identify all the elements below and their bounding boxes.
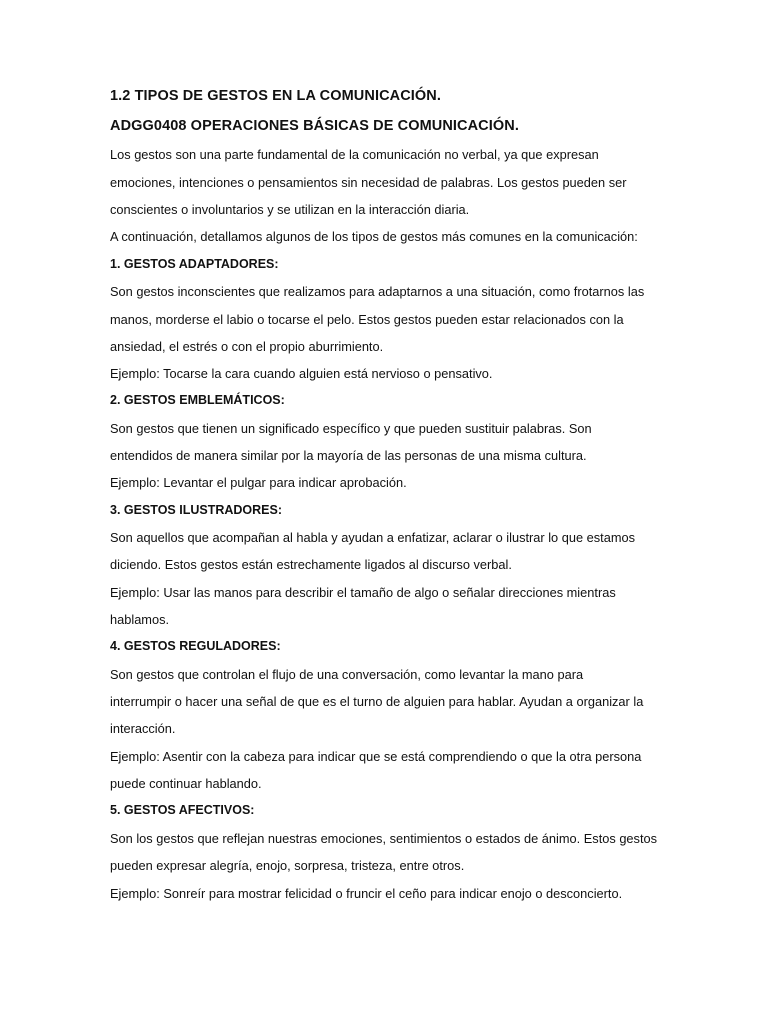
paragraph-line: diciendo. Estos gestos están estrechamente ligados al discurso verbal. <box>110 557 512 572</box>
paragraph-line: pueden expresar alegría, enojo, sorpresa, tristeza, entre otros. <box>110 858 465 873</box>
example-line: hablamos. <box>110 612 170 627</box>
section-heading: 4. GESTOS REGULADORES: <box>110 639 281 653</box>
example-line: Ejemplo: Asentir con la cabeza para indicar que se está comprendiendo o que la otra persona <box>110 749 642 764</box>
example-line: puede continuar hablando. <box>110 776 262 791</box>
example-line: Ejemplo: Tocarse la cara cuando alguien está nervioso o pensativo. <box>110 366 493 381</box>
paragraph-line: Son gestos que tienen un significado específico y que pueden sustituir palabras. Son <box>110 421 592 436</box>
paragraph-line: ansiedad, el estrés o con el propio aburrimiento. <box>110 339 384 354</box>
example-line: Ejemplo: Sonreír para mostrar felicidad o fruncir el ceño para indicar enojo o desconcierto. <box>110 886 623 901</box>
paragraph-line: manos, morderse el labio o tocarse el pelo. Estos gestos pueden estar relacionados con la <box>110 312 624 327</box>
intro-line: conscientes o involuntarios y se utilizan en la interacción diaria. <box>110 202 470 217</box>
document-title: 1.2 TIPOS DE GESTOS EN LA COMUNICACIÓN. <box>110 88 441 104</box>
intro-line: Los gestos son una parte fundamental de la comunicación no verbal, ya que expresan <box>110 147 599 162</box>
section-heading: 2. GESTOS EMBLEMÁTICOS: <box>110 393 285 407</box>
paragraph-line: interrumpir o hacer una señal de que es el turno de alguien para hablar. Ayudan a organizar la <box>110 694 644 709</box>
section-heading: 1. GESTOS ADAPTADORES: <box>110 257 279 271</box>
example-line: Ejemplo: Levantar el pulgar para indicar aprobación. <box>110 475 407 490</box>
paragraph-line: Son aquellos que acompañan al habla y ayudan a enfatizar, aclarar o ilustrar lo que estamos <box>110 530 636 545</box>
course-title: ADGG0408 OPERACIONES BÁSICAS DE COMUNICACIÓN. <box>110 118 519 134</box>
section-heading: 3. GESTOS ILUSTRADORES: <box>110 503 283 517</box>
paragraph-line: entendidos de manera similar por la mayoría de las personas de una misma cultura. <box>110 448 587 463</box>
paragraph-line: interacción. <box>110 721 176 736</box>
paragraph-line: Son gestos que controlan el flujo de una conversación, como levantar la mano para <box>110 667 584 682</box>
intro-line: emociones, intenciones o pensamientos sin necesidad de palabras. Los gestos pueden ser <box>110 175 627 190</box>
paragraph-line: Son gestos inconscientes que realizamos para adaptarnos a una situación, como frotarnos las <box>110 284 645 299</box>
section-heading: 5. GESTOS AFECTIVOS: <box>110 803 255 817</box>
example-line: Ejemplo: Usar las manos para describir el tamaño de algo o señalar direcciones mientras <box>110 585 616 600</box>
paragraph-line: Son los gestos que reflejan nuestras emociones, sentimientos o estados de ánimo. Estos gestos <box>110 831 658 846</box>
intro-line: A continuación, detallamos algunos de los tipos de gestos más comunes en la comunicación: <box>110 229 638 244</box>
